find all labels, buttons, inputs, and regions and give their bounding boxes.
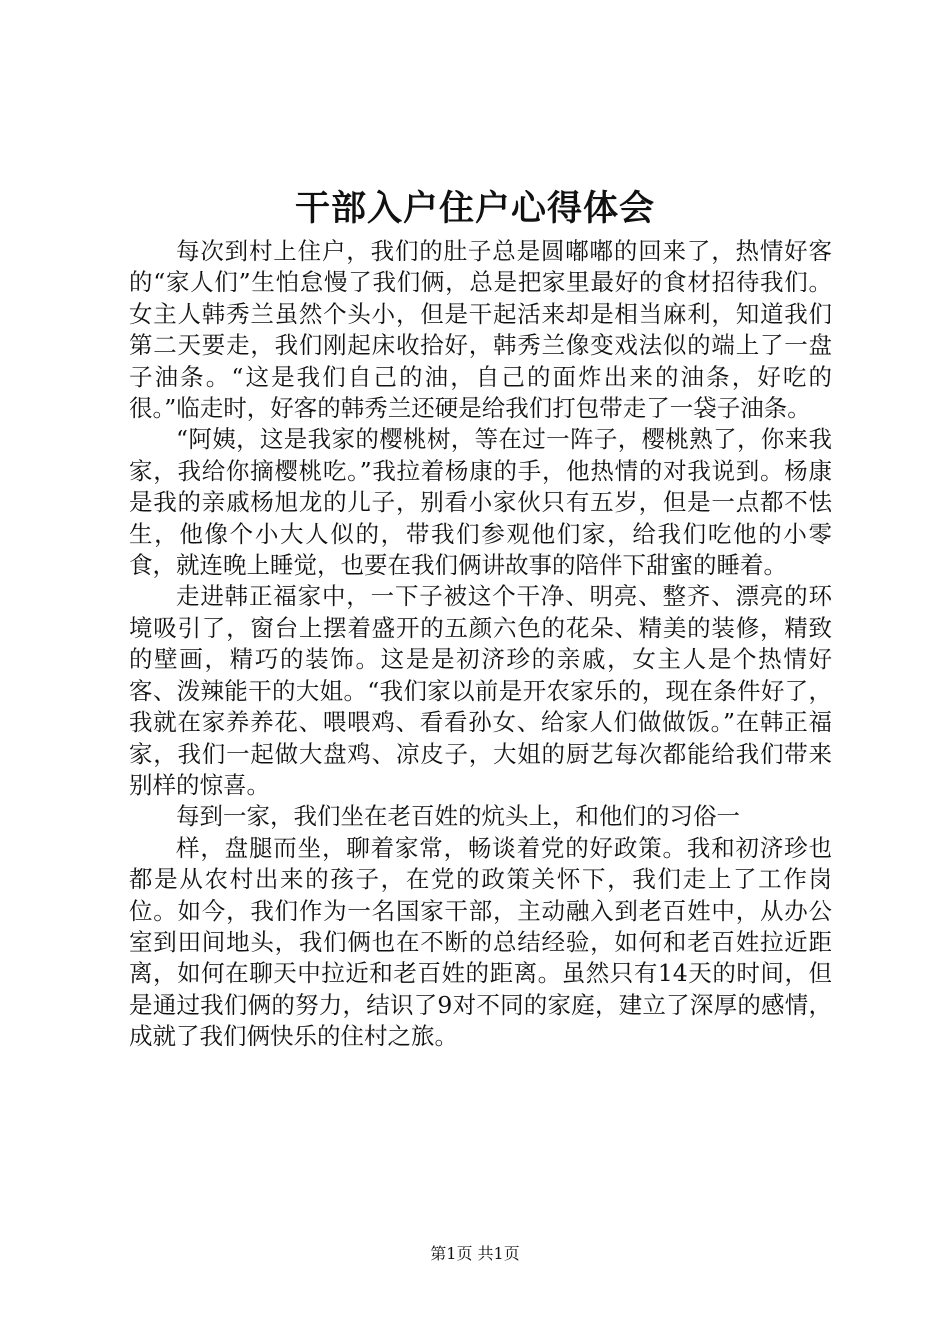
page-number: 第1页: [430, 1244, 473, 1263]
page-footer: [0, 1243, 950, 1265]
page-total: 共1页: [477, 1244, 520, 1263]
page-title: 干部入户住户心得体会: [294, 188, 655, 229]
paragraph-3: 走进韩正福家中，一下子被这个干净、明亮、整齐、漂亮的环境吸引了，窗台上摆着盛开的五颜六色的花朵、精美的装修，精致的壁画，精巧的装饰。这是是初济珍的亲戚，女主人是个热情好客、泼辣能干的大姐。“我们家以前是开农家乐的，现在条件好了，我就在家养养花、喂喂鸡、看看孙女、给家人们做做饭。”在韩正福家，我们一起做大盘鸡、凉皮子，大姐的厨艺每次都能给我们带来别样的惊喜。: [129, 582, 832, 799]
paragraph-2: “阿姨，这是我家的樱桃树，等在过一阵子，樱桃熟了，你来我家，我给你摘樱桃吃。”我拉着杨康的手，他热情的对我说到。杨康是我的亲戚杨旭龙的儿子，别看小家伙只有五岁，但是一点都不怯生，他像个小大人似的，带我们参观他们家，给我们吃他的小零食，就连晚上睡觉，也要在我们俩讲故事的陪伴下甜蜜的睡着。: [129, 425, 832, 580]
paragraph-5: 样，盘腿而坐，聊着家常，畅谈着党的好政策。我和初济珍也都是从农村出来的孩子，在党的政策关怀下，我们走上了工作岗位。如今，我们作为一名国家干部，主动融入到老百姓中，从办公室到田间地头，我们俩也在不断的总结经验，如何和老百姓拉近距离，如何在聊天中拉近和老百姓的距离。虽然只有14天的时间，但是通过我们俩的努力，结识了9对不同的家庭，建立了深厚的感情，成就了我们俩快乐的住村之旅。: [129, 833, 832, 1051]
paragraph-4: 每到一家，我们坐在老百姓的炕头上，和他们的习俗一: [176, 802, 740, 831]
document-body: [129, 236, 832, 1053]
paragraph-1: 每次到村上住户，我们的肚子总是圆嘟嘟的回来了，热情好客的“家人们”生怕怠慢了我们俩，总是把家里最好的食材招待我们。女主人韩秀兰虽然个头小，但是干起活来却是相当麻利，知道我们第二天要走，我们刚起床收拾好，韩秀兰像变戏法似的端上了一盘子油条。“这是我们自己的油，自己的面炸出来的油条，好吃的很。”临走时，好客的韩秀兰还硬是给我们打包带走了一袋子油条。: [129, 237, 832, 423]
